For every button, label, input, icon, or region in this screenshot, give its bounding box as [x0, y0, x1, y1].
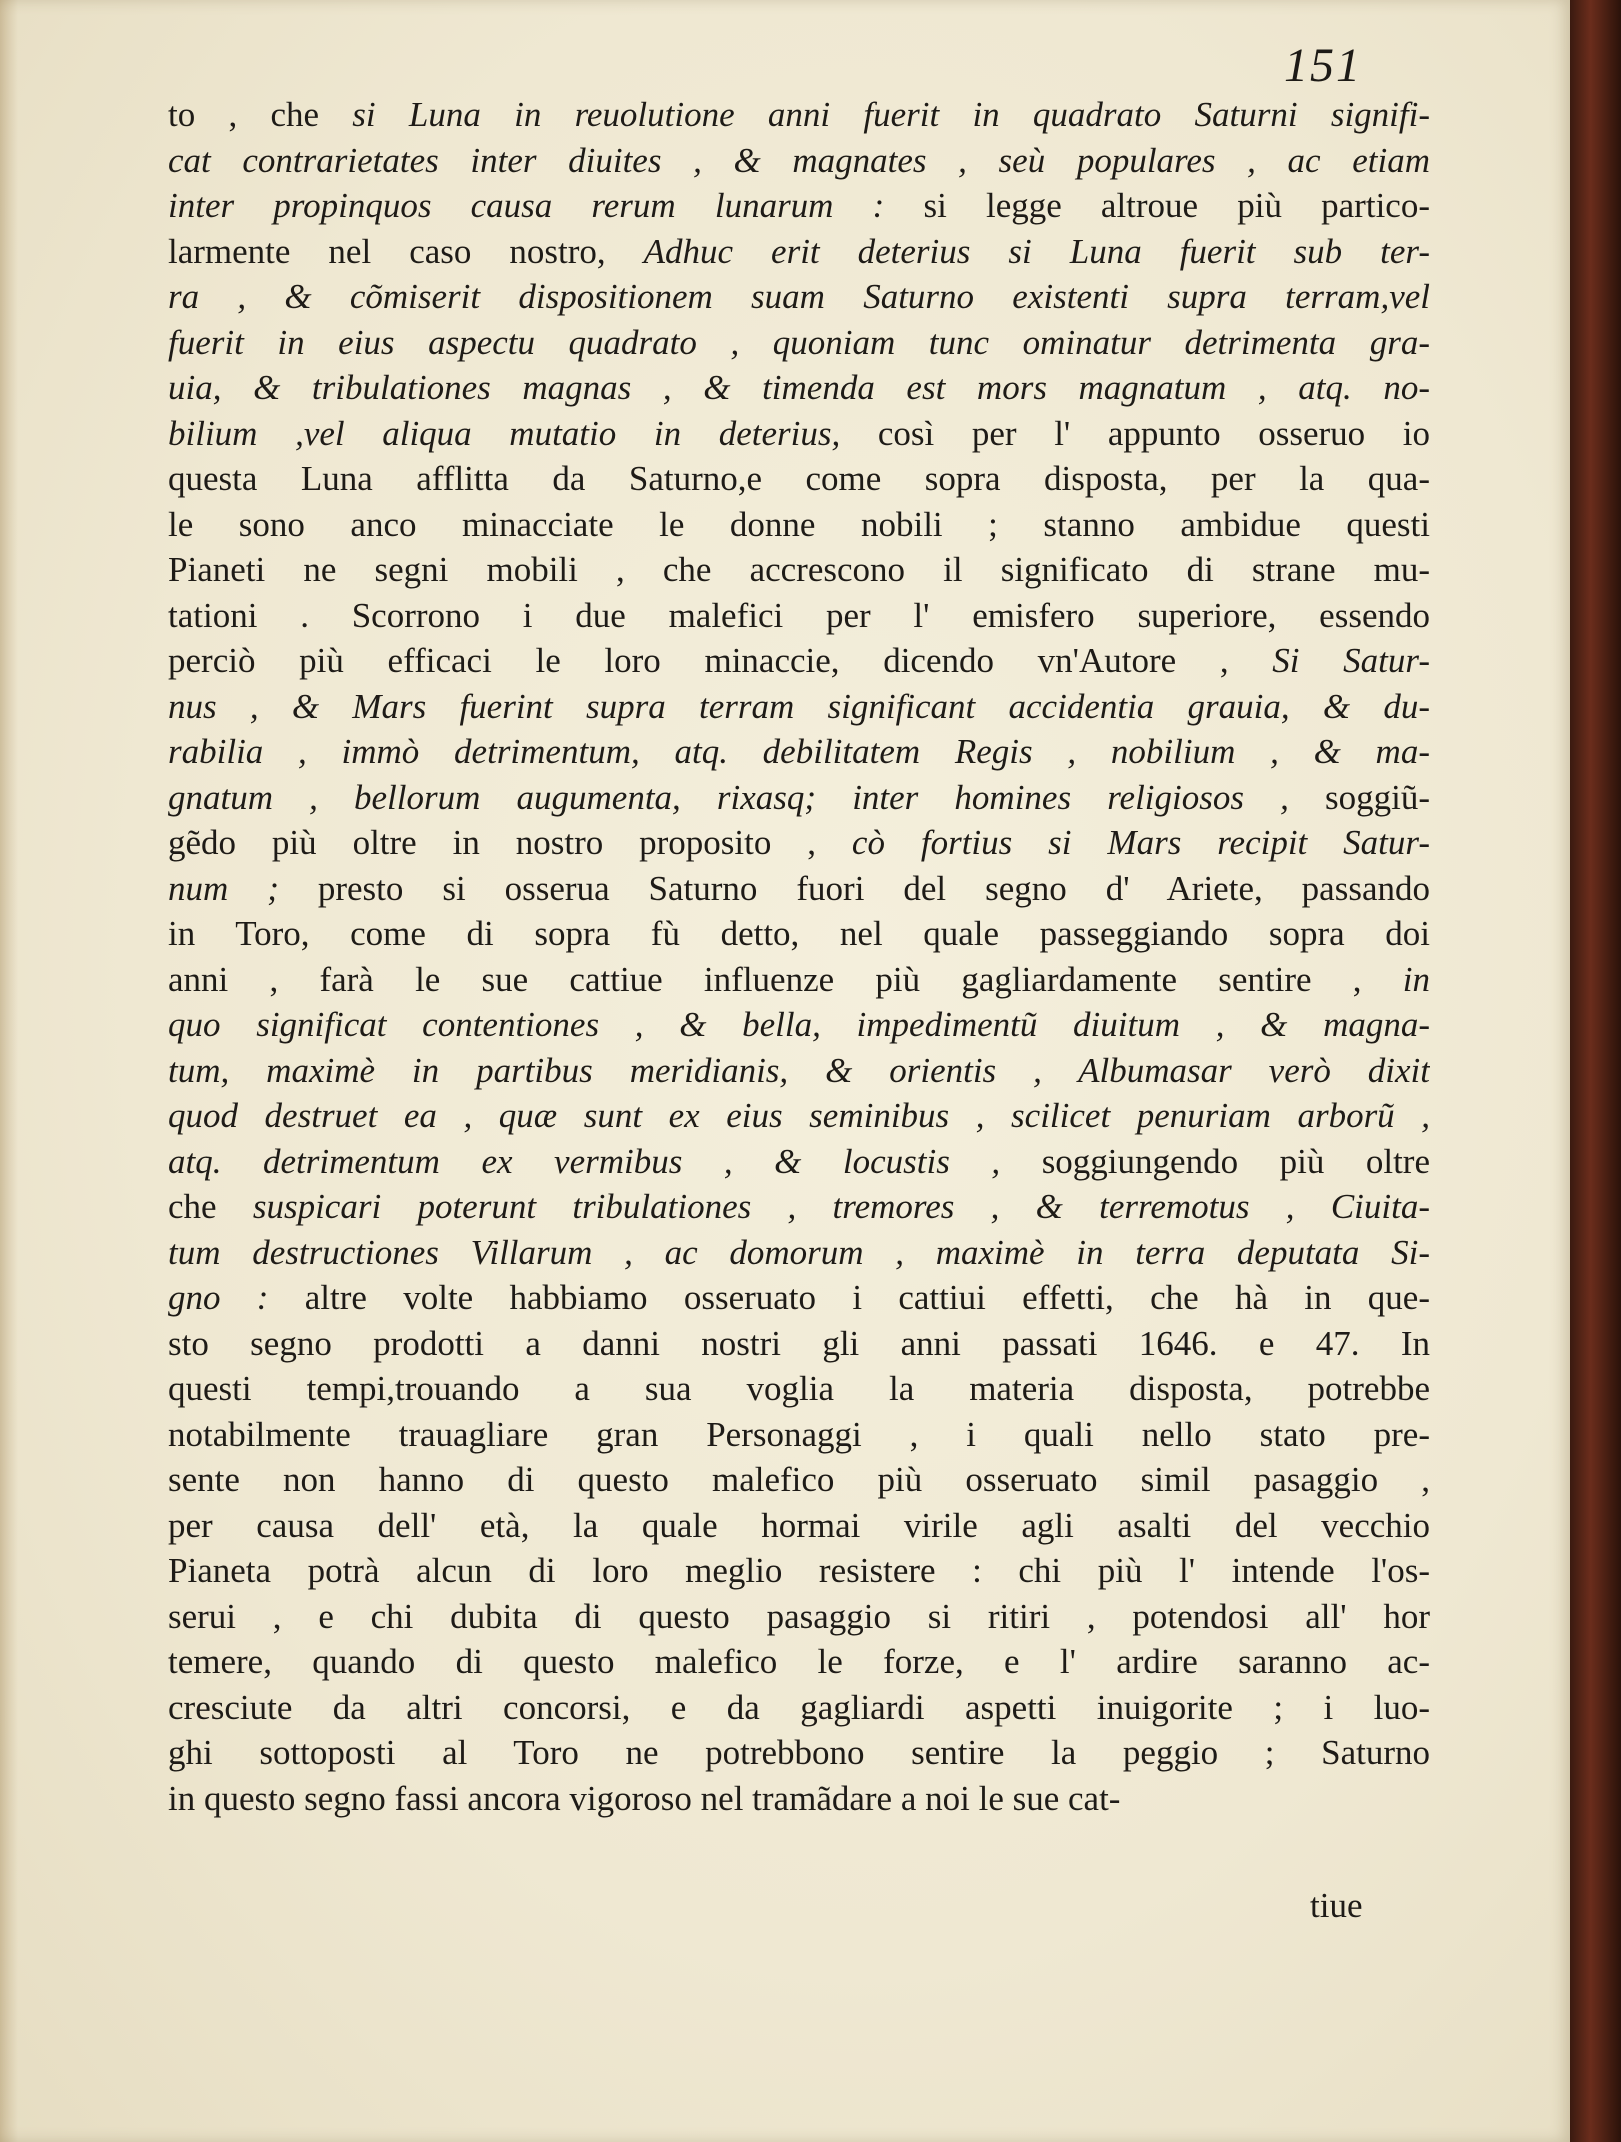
italian-text-segment: larmente nel caso nostro,	[168, 231, 644, 271]
text-line	[168, 820, 1430, 866]
body-text	[168, 92, 1430, 1821]
text-line	[168, 183, 1430, 229]
text-line	[168, 92, 1430, 138]
latin-quote-segment: tum destructiones Villarum , ac domorum , maximè in terra deputata Si-	[168, 1232, 1430, 1272]
latin-quote-segment: si Luna in reuolutione anni fuerit in quadrato Saturni signifi-	[352, 95, 1430, 134]
text-line	[168, 1730, 1430, 1776]
text-line	[168, 1548, 1430, 1594]
latin-quote-segment: cò fortius si Mars recipit Satur-	[851, 823, 1430, 862]
italian-text-segment: questa Luna afflitta da Saturno,e come sopra disposta, per la qua-	[168, 459, 1430, 498]
text-line	[168, 1594, 1430, 1640]
italian-text-segment: in Toro, come di sopra fù detto, nel quale passeggiando sopra doi	[168, 914, 1430, 953]
text-line	[168, 1093, 1430, 1139]
text-line	[168, 1184, 1430, 1230]
italian-text-segment: così per l' appunto osseruo io	[877, 413, 1430, 453]
text-line	[168, 775, 1430, 821]
text-line	[168, 1776, 1430, 1822]
latin-quote-segment: num ;	[168, 868, 318, 908]
latin-quote-segment: suspicari poterunt tribulationes , tremores , & terremotus , Ciuita-	[252, 1187, 1430, 1226]
italian-text-segment: sto segno prodotti a danni nostri gli anni passati 1646. e 47. In	[168, 1323, 1430, 1363]
latin-quote-segment: bilium ,vel aliqua mutatio in deterius,	[168, 413, 878, 453]
latin-quote-segment: in	[1402, 959, 1430, 999]
italian-text-segment: soggiungendo più oltre	[1041, 1141, 1430, 1181]
italian-text-segment: serui , e chi dubita di questo pasaggio si ritiri , potendosi all' hor	[168, 1596, 1430, 1636]
latin-quote-segment: inter propinquos causa rerum lunarum :	[168, 186, 924, 225]
text-line	[168, 729, 1430, 775]
text-line	[168, 911, 1430, 957]
latin-quote-segment: tum, maximè in partibus meridianis, & orientis , Albumasar verò dixit	[168, 1050, 1430, 1090]
italian-text-segment: to , che	[168, 95, 353, 134]
text-line	[168, 1321, 1430, 1367]
italian-text-segment: in questo segno fassi ancora vigoroso nel tramãdare a noi le sue cat-	[168, 1778, 1121, 1818]
latin-quote-segment: uia, & tribulationes magnas , & timenda est mors magnatum , atq. no-	[168, 368, 1430, 407]
text-line	[168, 1230, 1430, 1276]
text-line	[168, 1685, 1430, 1731]
italian-text-segment: si legge altroue più partico-	[923, 186, 1430, 225]
text-line	[168, 1275, 1430, 1321]
text-line	[168, 274, 1430, 320]
italian-text-segment: soggiũ-	[1325, 777, 1430, 817]
text-line	[168, 684, 1430, 730]
italian-text-segment: notabilmente trauagliare gran Personaggi , i quali nello stato pre-	[168, 1414, 1430, 1454]
text-line	[168, 1139, 1430, 1185]
italian-text-segment: tationi . Scorrono i due malefici per l' emisfero superiore, essendo	[168, 595, 1430, 635]
book-edge	[1570, 0, 1621, 2142]
text-line	[168, 411, 1430, 457]
italian-text-segment: gẽdo più oltre in nostro proposito ,	[168, 823, 852, 862]
latin-quote-segment: gnatum , bellorum augumenta, rixasq; inter homines religiosos ,	[168, 777, 1325, 817]
text-line	[168, 1002, 1430, 1048]
page-left-shadow	[0, 0, 18, 2142]
text-line	[168, 502, 1430, 548]
text-line	[168, 638, 1430, 684]
italian-text-segment: Pianeta potrà alcun di loro meglio resistere : chi più l' intende l'os-	[168, 1551, 1430, 1590]
italian-text-segment: anni , farà le sue cattiue influenze più gagliardamente sentire ,	[168, 959, 1403, 999]
latin-quote-segment: quod destruet ea , quæ sunt ex eius seminibus , scilicet penuriam arborũ ,	[168, 1096, 1430, 1135]
text-line	[168, 1503, 1430, 1549]
text-line	[168, 138, 1430, 184]
text-line	[168, 547, 1430, 593]
italian-text-segment: Pianeti ne segni mobili , che accrescono il significato di strane mu-	[168, 550, 1430, 589]
italian-text-segment: questi tempi,trouando a sua voglia la materia disposta, potrebbe	[168, 1369, 1430, 1408]
italian-text-segment: temere, quando di questo malefico le forze, e l' ardire saranno ac-	[168, 1642, 1430, 1681]
latin-quote-segment: nus , & Mars fuerint supra terram significant accidentia grauia, & du-	[168, 686, 1430, 726]
text-line	[168, 1412, 1430, 1458]
text-line	[168, 456, 1430, 502]
text-line	[168, 866, 1430, 912]
latin-quote-segment: rabilia , immò detrimentum, atq. debilitatem Regis , nobilium , & ma-	[168, 732, 1430, 771]
latin-quote-segment: quo significat contentiones , & bella, impedimentũ diuitum , & magna-	[168, 1005, 1430, 1044]
latin-quote-segment: cat contrarietates inter diuites , & magnates , seù populares , ac etiam	[168, 140, 1430, 180]
italian-text-segment: che	[168, 1187, 253, 1226]
latin-quote-segment: Si Satur-	[1272, 641, 1430, 680]
text-line	[168, 1048, 1430, 1094]
page-number: 151	[1284, 39, 1362, 92]
italian-text-segment: sente non hanno di questo malefico più osseruato simil pasaggio ,	[168, 1460, 1430, 1499]
text-line	[168, 593, 1430, 639]
latin-quote-segment: Adhuc erit deterius si Luna fuerit sub ter-	[643, 231, 1430, 271]
text-line	[168, 1366, 1430, 1412]
latin-quote-segment: gno :	[168, 1278, 305, 1317]
latin-quote-segment: fuerit in eius aspectu quadrato , quoniam tunc ominatur detrimenta gra-	[168, 322, 1430, 362]
latin-quote-segment: atq. detrimentum ex vermibus , & locustis ,	[168, 1141, 1042, 1181]
latin-quote-segment: ra , & cõmiserit dispositionem suam Saturno existenti supra terram,vel	[168, 277, 1430, 316]
text-line	[168, 1457, 1430, 1503]
text-line	[168, 365, 1430, 411]
italian-text-segment: presto si osserua Saturno fuori del segno d' Ariete, passando	[317, 868, 1430, 908]
text-line	[168, 1639, 1430, 1685]
italian-text-segment: per causa dell' età, la quale hormai virile agli asalti del vecchio	[168, 1505, 1430, 1545]
italian-text-segment: cresciute da altri concorsi, e da gagliardi aspetti inuigorite ; i luo-	[168, 1687, 1430, 1727]
italian-text-segment: perciò più efficaci le loro minaccie, dicendo vn'Autore ,	[168, 641, 1273, 680]
italian-text-segment: altre volte habbiamo osseruato i cattiui effetti, che hà in que-	[304, 1278, 1430, 1317]
text-line	[168, 229, 1430, 275]
text-line	[168, 320, 1430, 366]
text-line	[168, 957, 1430, 1003]
italian-text-segment: le sono anco minacciate le donne nobili ; stanno ambidue questi	[168, 504, 1430, 544]
catchword: tiue	[1310, 1886, 1363, 1925]
italian-text-segment: ghi sottoposti al Toro ne potrebbono sentire la peggio ; Saturno	[168, 1733, 1430, 1772]
